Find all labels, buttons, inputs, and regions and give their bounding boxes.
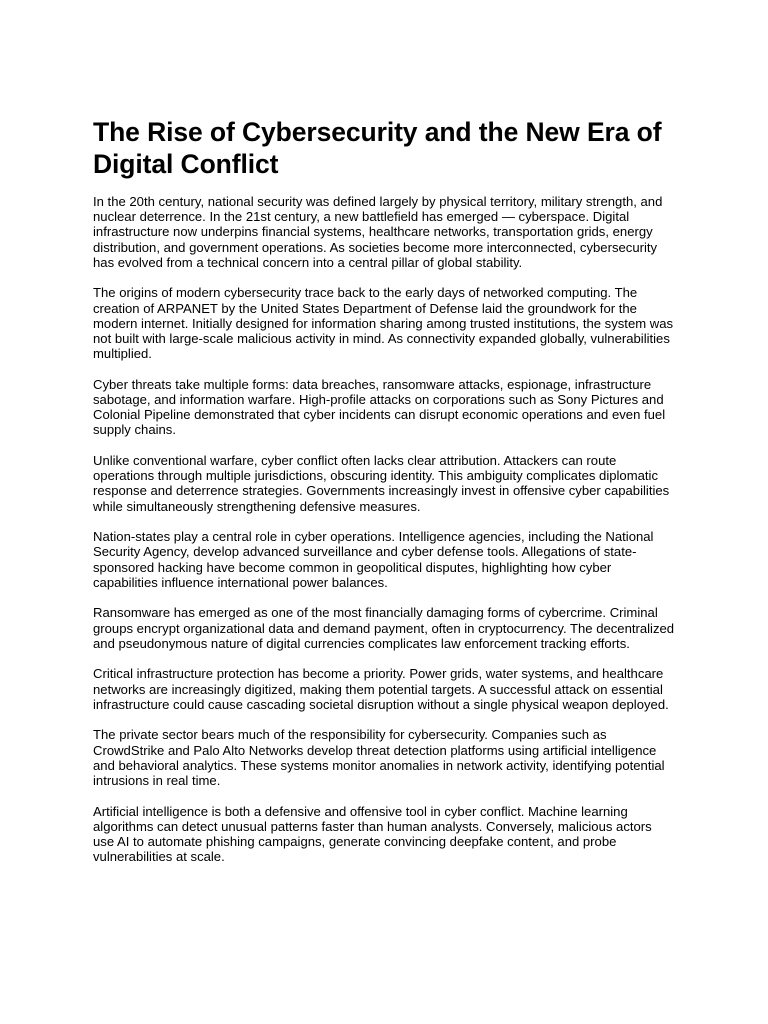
paragraph-6: Ransomware has emerged as one of the most financially damaging forms of cybercrime. Criminal groups encrypt organizational data and demand payment, often in cryptocurrency. The decentralized and pseudonymous nature of digital currencies complicates law enforcement tracking efforts. <box>93 605 675 651</box>
paragraph-8: The private sector bears much of the responsibility for cybersecurity. Companies such as CrowdStrike and Palo Alto Networks develop threat detection platforms using artificial intelligence and behavioral analytics. These systems monitor anomalies in network activity, identifying potential intrusions in real time. <box>93 727 665 789</box>
paragraph-9: Artificial intelligence is both a defensive and offensive tool in cyber conflict. Machine learning algorithms can detect unusual patterns faster than human analysts. Conversely, malicious actors use AI to automate phishing campaigns, generate convincing deepfake content, and probe vulnerabilities at scale. <box>93 803 652 865</box>
paragraph-4: Unlike conventional warfare, cyber conflict often lacks clear attribution. Attackers can route operations through multiple jurisdictions, obscuring identity. This ambiguity complicates diplomatic response and deterrence strategies. Governments increasingly invest in offensive cyber capabilities while simultaneously strengthening defensive measures. <box>93 453 670 514</box>
paragraph-1: In the 20th century, national security was defined largely by physical territory, military strength, and nuclear deterrence. In the 21st century, a new battlefield has emerged — cyberspace. Digital infrastructure now underpins financial systems, healthcare networks, transportation grids, energy distribution, and government operations. As societies become more interconnected, cybersecurity has evolved from a technical concern into a central pillar of global stability. <box>93 194 663 270</box>
paragraph-5: Nation-states play a central role in cyber operations. Intelligence agencies, including the National Security Agency, develop advanced surveillance and cyber defense tools. Allegations of state-sponsored hacking have become common in geopolitical disputes, highlighting how cyber capabilities influence international power balances. <box>93 529 654 590</box>
document-title: The Rise of Cybersecurity and the New Era of Digital Conflict <box>93 117 662 179</box>
document-body <box>93 116 675 880</box>
paragraph-3: Cyber threats take multiple forms: data breaches, ransomware attacks, espionage, infrastructure sabotage, and information warfare. High-profile attacks on corporations such as Sony Pictures and Colonial Pipeline demonstrated that cyber incidents can disrupt economic operations and even fuel supply chains. <box>93 376 666 438</box>
paragraph-2: The origins of modern cybersecurity trace back to the early days of networked computing. The creation of ARPANET by the United States Department of Defense laid the groundwork for the modern internet. Initially designed for information sharing among trusted institutions, the system was not built with large-scale malicious activity in mind. As connectivity expanded globally, vulnerabilities multiplied. <box>93 285 674 362</box>
paragraph-7: Critical infrastructure protection has become a priority. Power grids, water systems, and healthcare networks are increasingly digitized, making them potential targets. A successful attack on essential infrastructure could cause cascading societal disruption without a single physical weapon deployed. <box>93 666 669 712</box>
